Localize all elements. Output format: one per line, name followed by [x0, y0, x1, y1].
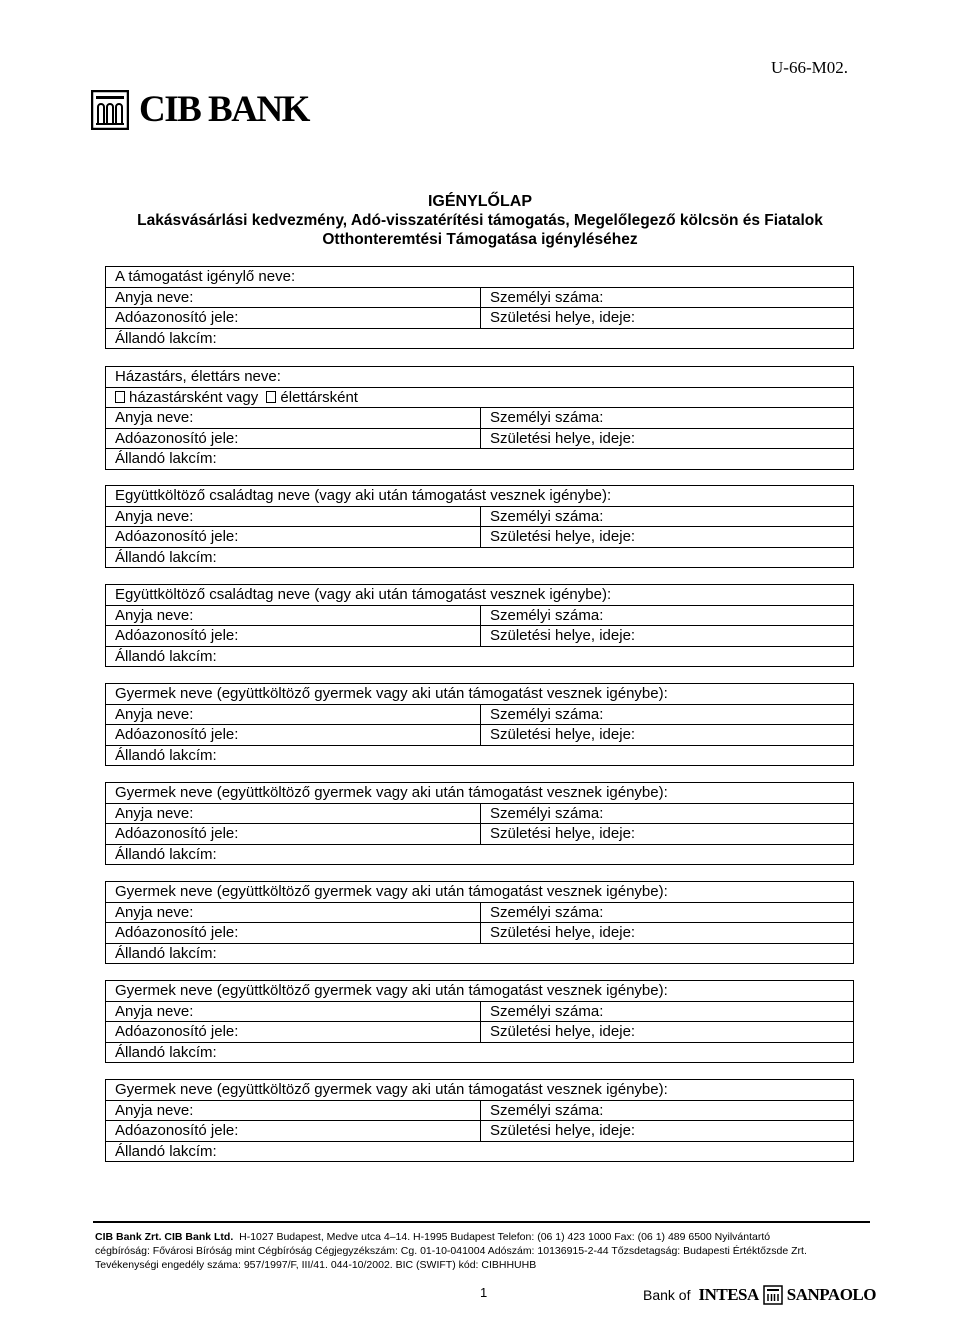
mother-name-field[interactable]: Anyja neve: — [106, 288, 481, 308]
tax-id-field[interactable]: Adóazonosító jele: — [106, 725, 481, 745]
footer-license: Tevékenységi engedély száma: 957/1997/F, III/41. 044-10/2002. BIC (SWIFT) kód: CIBHHUHB — [95, 1259, 537, 1271]
birth-place-date-field[interactable]: Születési helye, ideje: — [490, 309, 636, 326]
child-name-field[interactable]: Gyermek neve (együttköltöző gyermek vagy aki után támogatást vesznek igénybe): — [115, 883, 668, 900]
birth-place-date-field[interactable]: Születési helye, ideje: — [490, 825, 636, 842]
personal-number-field[interactable]: Személyi száma: — [490, 804, 604, 822]
personal-number-field[interactable]: Személyi száma: — [490, 1002, 604, 1020]
personal-number-field[interactable]: Személyi száma: — [490, 507, 604, 525]
brand-name: CIB BANK — [139, 89, 309, 130]
mother-name-field[interactable]: Anyja neve: — [106, 705, 481, 725]
tax-id-field[interactable]: Adóazonosító jele: — [106, 1022, 481, 1042]
permanent-address-field[interactable]: Állandó lakcím: — [115, 845, 217, 863]
personal-number-field[interactable]: Személyi száma: — [490, 409, 604, 426]
child-section — [105, 980, 854, 1063]
permanent-address-field[interactable]: Állandó lakcím: — [115, 647, 217, 665]
permanent-address-field[interactable]: Állandó lakcím: — [115, 548, 217, 566]
child-name-field[interactable]: Gyermek neve (együttköltöző gyermek vagy aki után támogatást vesznek igénybe): — [115, 982, 668, 999]
birth-place-date-field[interactable]: Születési helye, ideje: — [490, 1122, 636, 1139]
tax-id-field[interactable]: Adóazonosító jele: — [106, 824, 481, 844]
spouse-type-options — [106, 388, 853, 408]
personal-number-field[interactable]: Személyi száma: — [490, 705, 604, 723]
child-section — [105, 1079, 854, 1162]
personal-number-field[interactable]: Személyi száma: — [490, 903, 604, 921]
footer-company-name: CIB Bank Zrt. CIB Bank Ltd. — [95, 1231, 234, 1243]
birth-place-date-field[interactable]: Születési helye, ideje: — [490, 429, 636, 447]
child-name-field[interactable]: Gyermek neve (együttköltöző gyermek vagy aki után támogatást vesznek igénybe): — [115, 1081, 668, 1098]
personal-number-field[interactable]: Személyi száma: — [490, 288, 604, 306]
household-member-name-field[interactable]: Együttköltöző családtag neve (vagy aki után támogatást vesznek igénybe): — [115, 487, 612, 504]
child-name-field[interactable]: Gyermek neve (együttköltöző gyermek vagy aki után támogatást vesznek igénybe): — [115, 784, 668, 801]
cib-bank-logo — [91, 90, 309, 130]
child-section — [105, 881, 854, 964]
partner-checkbox[interactable] — [266, 391, 276, 403]
sanpaolo-label: SANPAOLO — [786, 1285, 876, 1304]
household-member-section — [105, 584, 854, 667]
intesa-label: INTESA — [698, 1285, 759, 1304]
tax-id-field[interactable]: Adóazonosító jele: — [106, 626, 481, 646]
birth-place-date-field[interactable]: Születési helye, ideje: — [490, 726, 636, 743]
mother-name-field[interactable]: Anyja neve: — [106, 1002, 481, 1022]
mother-name-field[interactable]: Anyja neve: — [106, 507, 481, 527]
mother-name-field[interactable]: Anyja neve: — [106, 606, 481, 626]
household-member-section — [105, 485, 854, 568]
applicant-name-field[interactable]: A támogatást igénylő neve: — [115, 268, 296, 285]
permanent-address-field[interactable]: Állandó lakcím: — [115, 1142, 217, 1160]
cib-pillars-logo-icon — [91, 90, 129, 130]
form-subtitle-line-2: Otthonteremtési Támogatása igényléséhez — [322, 231, 638, 248]
spouse-option-label: házastársként vagy — [129, 388, 259, 406]
intesa-sanpaolo-mark-icon — [763, 1285, 783, 1305]
spouse-checkbox[interactable] — [115, 391, 125, 403]
partner-option-label: élettársként — [280, 388, 358, 406]
household-member-name-field[interactable]: Együttköltöző családtag neve (vagy aki után támogatást vesznek igénybe): — [115, 586, 612, 603]
footer-divider — [93, 1221, 870, 1223]
intesa-sanpaolo-logo — [643, 1285, 876, 1305]
form-title-block — [100, 192, 860, 249]
mother-name-field[interactable]: Anyja neve: — [106, 804, 481, 824]
spouse-name-field[interactable]: Házastárs, élettárs neve: — [115, 368, 281, 385]
form-title: IGÉNYLŐLAP — [427, 193, 532, 210]
footer-registry: cégbíróság: Fővárosi Bíróság mint Cégbíróság Cégjegyzékszám: Cg. 01-10-041004 Adószám: 10136915-2-44 Tőzsdetagság: Budapesti Értéktőzsde Zrt. — [95, 1245, 807, 1257]
birth-place-date-field[interactable]: Születési helye, ideje: — [490, 924, 636, 941]
personal-number-field[interactable]: Személyi száma: — [490, 1101, 604, 1119]
page-number: 1 — [480, 1285, 488, 1300]
tax-id-field[interactable]: Adóazonosító jele: — [106, 923, 481, 943]
form-subtitle-line-1: Lakásvásárlási kedvezmény, Adó-visszatérítési támogatás, Megelőlegező kölcsön és Fiatalok — [137, 212, 823, 229]
tax-id-field[interactable]: Adóazonosító jele: — [106, 308, 481, 328]
permanent-address-field[interactable]: Állandó lakcím: — [115, 944, 217, 962]
permanent-address-field[interactable]: Állandó lakcím: — [115, 746, 217, 764]
birth-place-date-field[interactable]: Születési helye, ideje: — [490, 1023, 636, 1040]
mother-name-field[interactable]: Anyja neve: — [106, 408, 481, 428]
tax-id-field[interactable]: Adóazonosító jele: — [106, 1121, 481, 1141]
tax-id-field[interactable]: Adóazonosító jele: — [106, 527, 481, 547]
mother-name-field[interactable]: Anyja neve: — [106, 1101, 481, 1121]
birth-place-date-field[interactable]: Születési helye, ideje: — [490, 528, 636, 545]
child-name-field[interactable]: Gyermek neve (együttköltöző gyermek vagy aki után támogatást vesznek igénybe): — [115, 685, 668, 702]
child-section — [105, 683, 854, 766]
permanent-address-field[interactable]: Állandó lakcím: — [115, 329, 217, 347]
footer-address: H-1027 Budapest, Medve utca 4–14. H-1995 Budapest Telefon: (06 1) 423 1000 Fax: (06 1) 489 6500 Nyilvántartó — [239, 1231, 771, 1243]
bank-of-label: Bank of — [643, 1287, 691, 1303]
spouse-section — [105, 366, 854, 470]
permanent-address-field[interactable]: Állandó lakcím: — [115, 450, 217, 467]
tax-id-field[interactable]: Adóazonosító jele: — [106, 429, 481, 449]
child-section — [105, 782, 854, 865]
permanent-address-field[interactable]: Állandó lakcím: — [115, 1043, 217, 1061]
document-id: U-66-M02. — [771, 58, 848, 77]
personal-number-field[interactable]: Személyi száma: — [490, 606, 604, 624]
birth-place-date-field[interactable]: Születési helye, ideje: — [490, 627, 636, 644]
footer-legal-text — [95, 1230, 895, 1272]
applicant-section — [105, 266, 854, 349]
mother-name-field[interactable]: Anyja neve: — [106, 903, 481, 923]
